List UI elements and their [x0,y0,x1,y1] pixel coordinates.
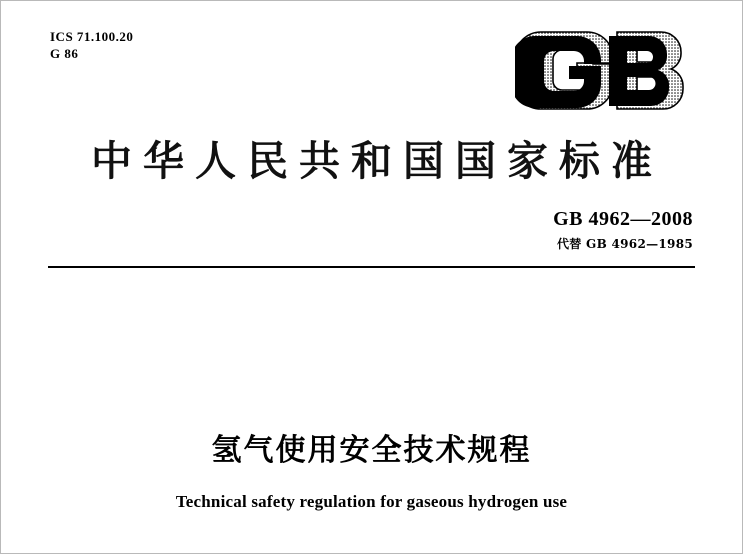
document-title-chinese: 氢气使用安全技术规程 [211,433,532,468]
header-divider [48,266,695,268]
document-title-english: Technical safety regulation for gaseous hydrogen use [175,492,568,511]
china-classification-code: G 86 [50,46,79,61]
standard-number-block [553,208,693,252]
ics-classification-code: ICS 71.100.20 [50,29,134,44]
gb-emblem-logo [515,26,695,112]
national-standard-heading: 中华人民共和国国家标准 [91,137,663,185]
standard-number: GB 4962—2008 [553,208,693,230]
replaced-standard-note: 代替 GB 4962—1985 [556,237,693,251]
classification-block [50,28,133,62]
